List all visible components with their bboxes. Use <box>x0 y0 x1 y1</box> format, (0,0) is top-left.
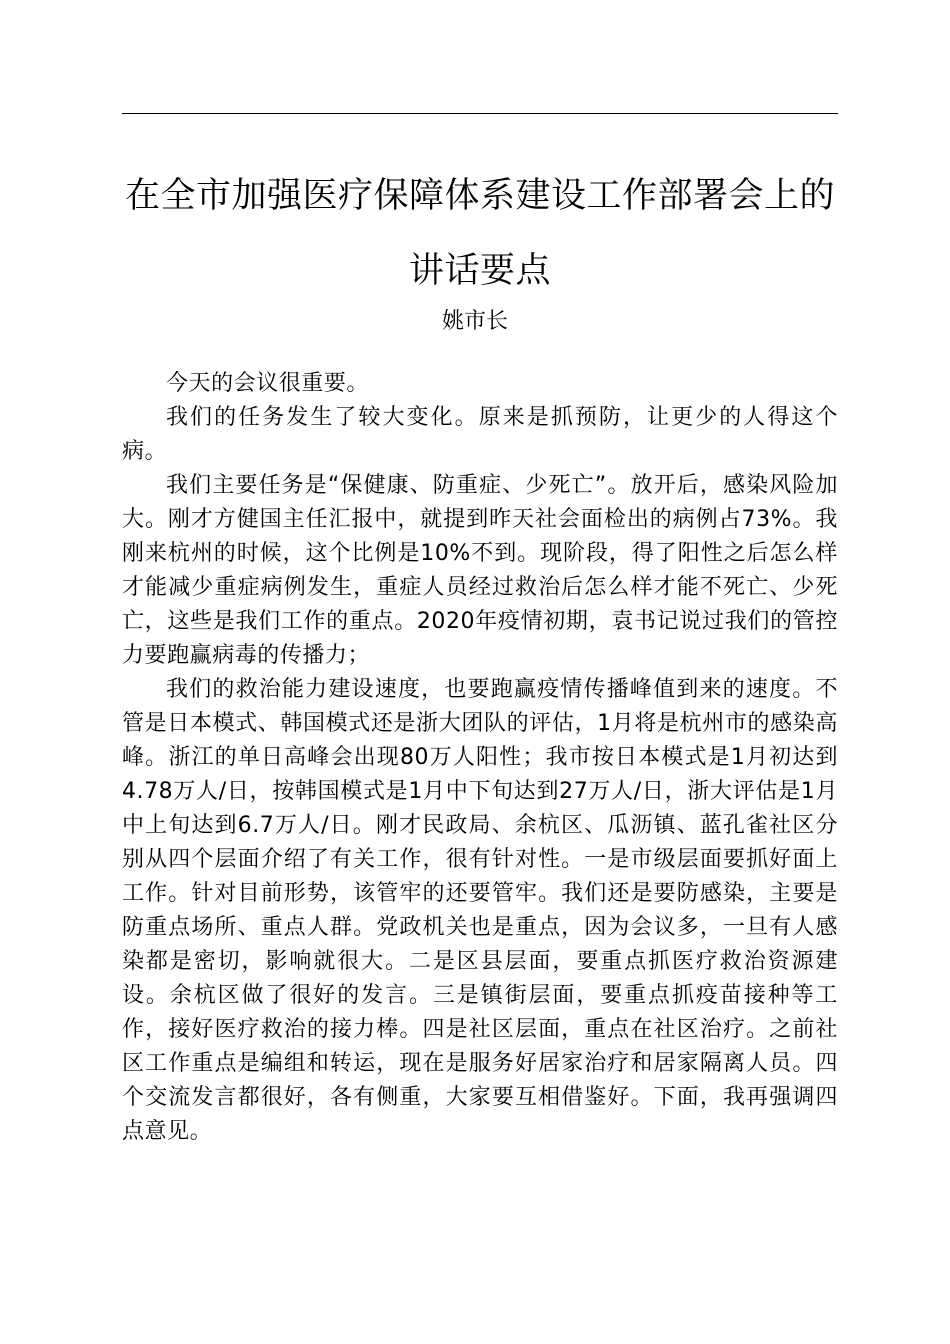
title-line-1: 在全市加强医疗保障体系建设工作部署会上的 <box>124 176 835 216</box>
paragraph-4: 我们的救治能力建设速度，也要跑赢疫情传播峰值到来的速度。不管是日本模式、韩国模式还是浙大团队的评估，1月将是杭州市的感染高峰。浙江的单日高峰会出现80万人阳性；我市按日本模式是1月初达到4.78万人/日，按韩国模式是1月中下旬达到27万人/日，浙大评估是1月中上旬达到6.7万人/日。刚才民政局、余杭区、瓜沥镇、蓝孔雀社区分别从四个层面介绍了有关工作，很有针对性。一是市级层面要抓好面上工作。针对目前形势，该管牢的还要管牢。我们还是要防感染，主要是防重点场所、重点人群。党政机关也是重点，因为会议多，一旦有人感染都是密切，影响就很大。二是区县层面，要重点抓医疗救治资源建设。余杭区做了很好的发言。三是镇街层面，要重点抓疫苗接种等工作，接好医疗救治的接力棒。四是社区层面，重点在社区治疗。之前社区工作重点是编组和转运，现在是服务好居家治疗和居家隔离人员。四个交流发言都很好，各有侧重，大家要互相借鉴好。下面，我再强调四点意见。 <box>122 677 838 1144</box>
paragraph-2: 我们的任务发生了较大变化。原来是抓预防，让更少的人得这个病。 <box>122 405 838 464</box>
paragraph-3: 我们主要任务是“保健康、防重症、少死亡”。放开后，感染风险加大。刚才方健国主任汇报中，就提到昨天社会面检出的病例占73%。我刚来杭州的时候，这个比例是10%不到。现阶段，得了阳性之后怎么样才能减少重症病例发生，重症人员经过救治后怎么样才能不死亡、少死亡，这些是我们工作的重点。2020年疫情初期，袁书记说过我们的管控力要跑赢病毒的传播力； <box>122 473 838 668</box>
author-name: 姚市长 <box>441 309 508 334</box>
paragraph-1: 今天的会议很重要。 <box>166 371 369 396</box>
document-body <box>122 367 838 1149</box>
page-title <box>110 172 850 295</box>
header-rule <box>122 113 838 114</box>
title-line-2: 讲话要点 <box>408 251 551 291</box>
